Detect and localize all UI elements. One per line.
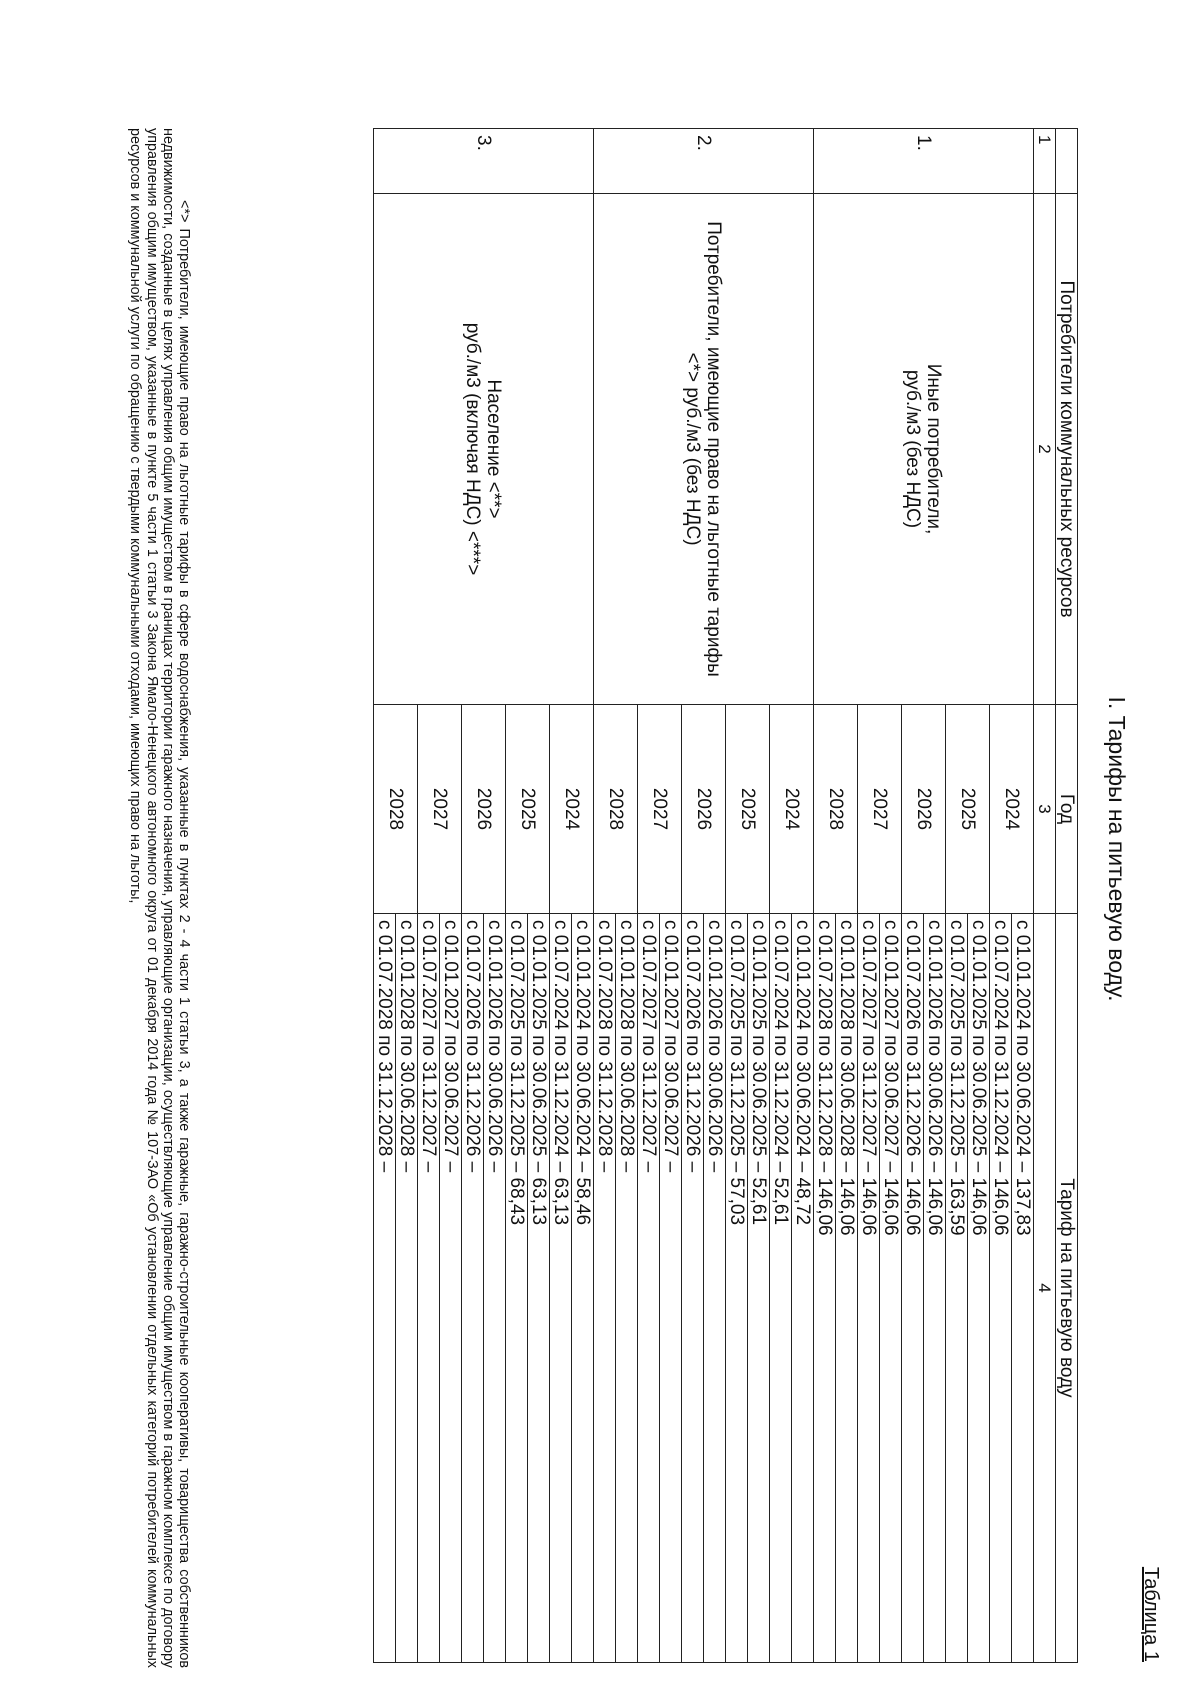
header-cell-consumers: Потребители коммунальных ресурсов: [1056, 194, 1078, 705]
header-index-3: 3: [1034, 705, 1056, 914]
tariff-period-cell: с 01.01.2026 по 30.06.2026 – 146,06: [924, 914, 946, 1663]
tariff-row: [1012, 129, 1034, 1663]
tariff-period-cell: с 01.07.2024 по 31.12.2024 – 52,61: [770, 914, 792, 1663]
year-cell: 2027: [638, 705, 682, 914]
year-cell: 2028: [814, 705, 858, 914]
tariff-period-cell: с 01.01.2024 по 30.06.2024 – 137,83: [1012, 914, 1034, 1663]
group-number: 2.: [594, 129, 814, 194]
consumer-category: Потребители, имеющие право на льготные тарифы <*> руб./м3 (без НДС): [594, 194, 814, 705]
header-index-row: [1034, 129, 1056, 1663]
header-row: [1056, 129, 1078, 1663]
tariff-period-cell: с 01.01.2027 по 30.06.2027 –: [440, 914, 462, 1663]
consumer-category: Иные потребители, руб./м3 (без НДС): [814, 194, 1034, 705]
tariff-period-cell: с 01.07.2025 по 31.12.2025 – 57,03: [726, 914, 748, 1663]
tariff-period-cell: с 01.07.2026 по 31.12.2026 –: [682, 914, 704, 1663]
year-cell: 2027: [858, 705, 902, 914]
header-cell-number: [1056, 129, 1078, 194]
header-cell-year: Год: [1056, 705, 1078, 914]
document-title: I. Тарифы на питьевую воду.: [1104, 696, 1130, 1002]
tariff-period-cell: с 01.01.2028 по 30.06.2028 –: [396, 914, 418, 1663]
tariff-period-cell: с 01.01.2026 по 30.06.2026 –: [704, 914, 726, 1663]
year-cell: 2026: [462, 705, 506, 914]
year-cell: 2025: [946, 705, 990, 914]
tariff-period-cell: с 01.07.2027 по 31.12.2027 – 146,06: [858, 914, 880, 1663]
tariff-period-cell: с 01.01.2026 по 30.06.2026 –: [484, 914, 506, 1663]
tariff-period-cell: с 01.01.2027 по 30.06.2027 – 146,06: [880, 914, 902, 1663]
tariff-period-cell: с 01.01.2025 по 30.06.2025 – 52,61: [748, 914, 770, 1663]
tariff-period-cell: с 01.01.2028 по 30.06.2028 – 146,06: [836, 914, 858, 1663]
year-cell: 2026: [902, 705, 946, 914]
year-cell: 2025: [506, 705, 550, 914]
tariff-period-cell: с 01.07.2028 по 31.12.2028 – 146,06: [814, 914, 836, 1663]
year-cell: 2024: [990, 705, 1034, 914]
group-number: 3.: [374, 129, 594, 194]
year-cell: 2026: [682, 705, 726, 914]
year-cell: 2024: [770, 705, 814, 914]
tariff-row: [792, 129, 814, 1663]
year-cell: 2027: [418, 705, 462, 914]
tariff-period-cell: с 01.07.2024 по 31.12.2024 – 63,13: [550, 914, 572, 1663]
tariff-period-cell: с 01.07.2028 по 31.12.2028 –: [594, 914, 616, 1663]
tariff-period-cell: с 01.07.2026 по 31.12.2026 –: [462, 914, 484, 1663]
tariff-period-cell: с 01.01.2025 по 30.06.2025 – 146,06: [968, 914, 990, 1663]
tariff-period-cell: с 01.07.2024 по 31.12.2024 – 146,06: [990, 914, 1012, 1663]
tariff-period-cell: с 01.07.2027 по 31.12.2027 –: [638, 914, 660, 1663]
table-label: Таблица 1: [1140, 1566, 1162, 1662]
header-cell-tariff: Тариф на питьевую воду: [1056, 914, 1078, 1663]
group-number: 1.: [814, 129, 1034, 194]
tariff-table: [373, 128, 1078, 1663]
tariff-period-cell: с 01.07.2027 по 31.12.2027 –: [418, 914, 440, 1663]
tariff-period-cell: с 01.01.2024 по 30.06.2024 – 48,72: [792, 914, 814, 1663]
tariff-period-cell: с 01.01.2028 по 30.06.2028 –: [616, 914, 638, 1663]
footnote: <*> Потребители, имеющие право на льготные тарифы в сфере водоснабжения, указанные в пунктах 2 - 4 части 1 статьи 3, а также гаражные, гаражно-строительные кооперативы, товарищества собственников недвижимости, созданные в целях управления общим имуществом в границах территории гаражного назначения, управляющие организации, осуществляющие управление общим имуществом в гаражном комплексе по договору управления общим имуществом, указанные в пункте 5 части 1 статьи 3 Закона Ямало-Ненецкого автономного округа от 01 декабря 2014 года № 107-ЗАО «Об установлении отдельных категорий потребителей коммунальных ресурсов и коммунальной услуги по обращению с твердыми коммунальными отходами, имеющих право на льготы,: [127, 128, 192, 1668]
tariff-period-cell: с 01.07.2025 по 31.12.2025 – 163,59: [946, 914, 968, 1663]
tariff-period-cell: с 01.01.2025 по 30.06.2025 – 63,13: [528, 914, 550, 1663]
tariff-period-cell: с 01.01.2027 по 30.06.2027 –: [660, 914, 682, 1663]
tariff-period-cell: с 01.07.2028 по 31.12.2028 –: [374, 914, 396, 1663]
year-cell: 2028: [594, 705, 638, 914]
year-cell: 2024: [550, 705, 594, 914]
tariff-period-cell: с 01.07.2026 по 31.12.2026 – 146,06: [902, 914, 924, 1663]
consumer-category: Население <**> руб./м3 (включая НДС) <***>: [374, 194, 594, 705]
tariff-period-cell: с 01.01.2024 по 30.06.2024 – 58,46: [572, 914, 594, 1663]
year-cell: 2025: [726, 705, 770, 914]
header-index-2: 2: [1034, 194, 1056, 705]
header-index-4: 4: [1034, 914, 1056, 1663]
header-index-1: 1: [1034, 129, 1056, 194]
tariff-period-cell: с 01.07.2025 по 31.12.2025 – 68,43: [506, 914, 528, 1663]
year-cell: 2028: [374, 705, 418, 914]
tariff-row: [572, 129, 594, 1663]
